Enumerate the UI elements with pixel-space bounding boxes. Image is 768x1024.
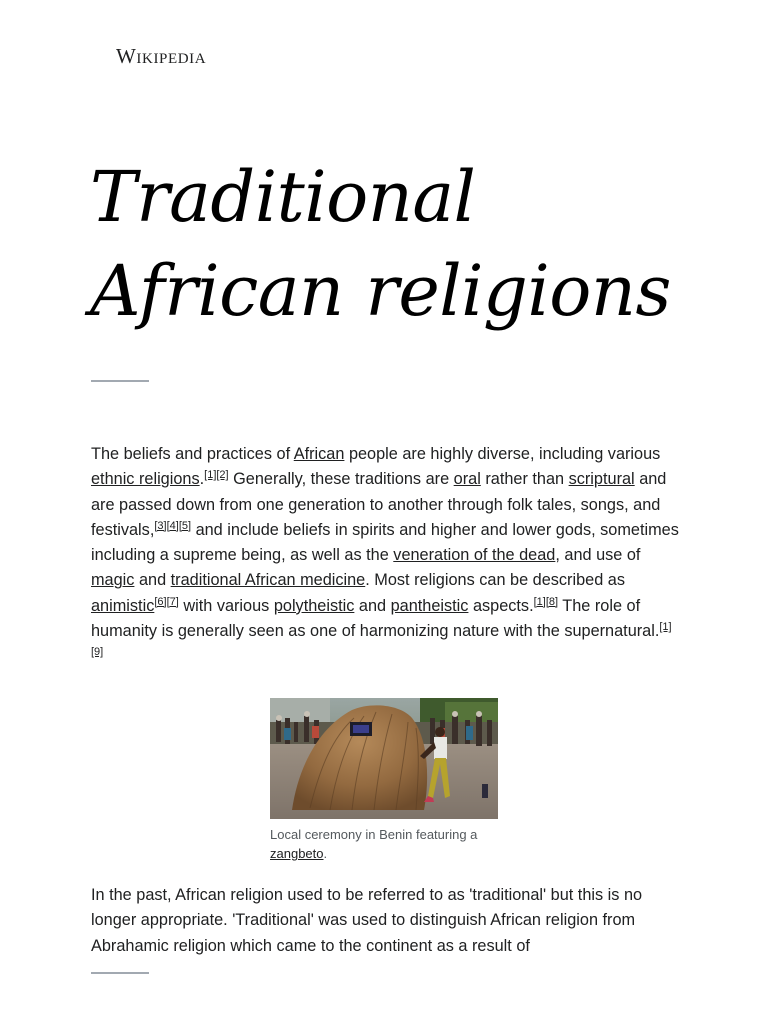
link-polytheistic[interactable]: polytheistic (273, 596, 355, 615)
page-title (90, 150, 730, 338)
figure-caption (270, 825, 498, 863)
link-african[interactable]: African (293, 445, 345, 463)
citation-link[interactable]: [1] (533, 595, 546, 608)
link-zangbeto[interactable]: zangbeto (270, 846, 324, 861)
wikipedia-wordmark[interactable]: Wikipedia (116, 44, 207, 68)
text: with various (178, 596, 274, 615)
citation-link[interactable]: [3] (154, 519, 167, 532)
caption-text: Local ceremony in Benin featuring a (270, 827, 478, 842)
text: and include beliefs in spirits and higher and lower gods, sometimes including a supreme being, as well as the (91, 520, 679, 565)
link-animistic[interactable]: animistic (91, 596, 155, 615)
second-paragraph: In the past, African religion used to be referred to as 'traditional' but this is no longer appropriate. 'Traditional' was used to distinguish African religion from Abrahamic religion which came to the continent as a result of (91, 886, 643, 955)
link-veneration-of-the-dead[interactable]: veneration of the dead (393, 546, 556, 565)
citation-link[interactable]: [8] (545, 595, 559, 608)
caption-text: . (323, 846, 328, 861)
citation-link[interactable]: [1] (204, 469, 217, 482)
citation-8[interactable] (546, 596, 558, 608)
text: The beliefs and practices of (91, 445, 294, 463)
link-oral[interactable]: oral (453, 470, 481, 489)
intro-paragraph (91, 442, 683, 670)
text: . Most religions can be described as (365, 571, 625, 590)
citation-link[interactable]: [1] (659, 621, 672, 634)
citation-1[interactable] (204, 469, 216, 481)
figure-zangbeto (270, 698, 498, 863)
citation-4[interactable] (167, 520, 179, 532)
citation-link[interactable]: [7] (166, 595, 179, 608)
zangbeto-ceremony-photo[interactable] (270, 698, 498, 819)
citation-link[interactable]: [4] (166, 519, 179, 532)
title-divider (91, 380, 149, 382)
link-scriptural[interactable]: scriptural (568, 470, 635, 489)
citation-3[interactable] (154, 520, 166, 532)
link-magic[interactable]: magic (91, 571, 135, 590)
link-pantheistic[interactable]: pantheistic (390, 596, 469, 615)
text: and (354, 596, 391, 615)
citation-link[interactable]: [5] (178, 519, 192, 532)
citation-link[interactable]: [9] (91, 646, 104, 659)
link-traditional-african-medicine[interactable]: traditional African medicine (170, 571, 366, 590)
text: rather than (480, 470, 569, 489)
text: , and use of (555, 546, 641, 565)
citation-2[interactable] (216, 469, 228, 481)
citation-link[interactable]: [6] (154, 595, 167, 608)
citation-7[interactable] (167, 596, 179, 608)
title-line-2: African religions (90, 250, 671, 332)
text: The role of humanity is generally seen as one of harmonizing nature with the supernatural. (91, 596, 660, 641)
citation-5[interactable] (179, 520, 191, 532)
citation-1b[interactable] (534, 596, 546, 608)
citation-link[interactable]: [2] (216, 469, 229, 482)
section-divider (91, 972, 149, 974)
citation-6[interactable] (154, 596, 166, 608)
citation-1c[interactable] (659, 621, 671, 633)
link-ethnic-religions[interactable]: ethnic religions (91, 470, 200, 489)
text: Generally, these traditions are (228, 470, 454, 489)
title-line-1: Traditional (90, 156, 476, 238)
text: people are highly diverse, including various (344, 445, 661, 463)
text: and are passed down from one generation to another through folk tales, songs, and festivals, (91, 470, 667, 539)
text: aspects. (468, 596, 534, 615)
text: . (199, 470, 205, 489)
text: and (134, 571, 171, 590)
citation-9[interactable] (91, 646, 103, 658)
